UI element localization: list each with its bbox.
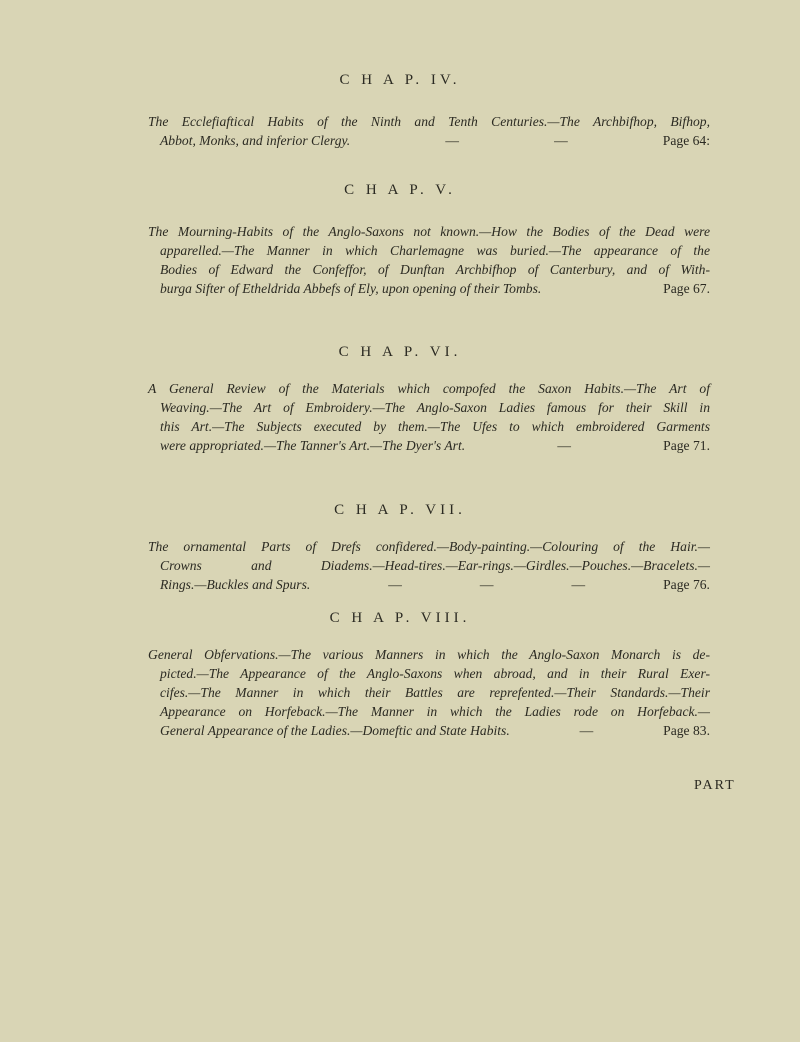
summary-line: apparelled.—The Manner in which Charlemagne was buried.—The appearance of the [160,243,710,258]
summary-line: cifes.—The Manner in which their Battles are reprefented.—Their Standards.—Their [160,685,710,700]
page-reference: Page 67. [663,281,710,296]
summary-text: burga Sifter of Etheldrida Abbefs of Ely, upon opening of their Tombs. [160,281,542,296]
summary-line: A General Review of the Materials which compofed the Saxon Habits.—The Art of [148,381,710,396]
summary-line: General Obfervations.—The various Manners in which the Anglo-Saxon Monarch is de- [148,647,710,662]
summary-line: The Mourning-Habits of the Anglo-Saxons not known.—How the Bodies of the Dead were [148,224,710,239]
summary-last-line [148,279,710,298]
dash-separator: — [479,577,494,592]
summary-text: were appropriated.—The Tanner's Art.—The Dyer's Art. [160,438,466,453]
chapter-summary [148,222,710,298]
page-reference: Page 76. [663,577,710,592]
catchword: PART [694,778,736,793]
summary-line: The Ecclefiaftical Habits of the Ninth and Tenth Centuries.—The Archbifhop, Bifhop, [148,114,710,129]
page-reference: Page 71. [663,438,710,453]
page-reference: Page 64: [662,133,710,148]
summary-line: picted.—The Appearance of the Anglo-Saxons when abroad, and in their Rural Exer- [160,666,710,681]
dash-separator: — [388,577,402,592]
chapter-heading: C H A P. VI. [338,344,462,360]
summary-line: Bodies of Edward the Confeffor, of Dunftan Archbifhop of Canterbury, and of With- [160,262,710,277]
chapter-heading: C H A P. VII. [334,502,466,518]
summary-text: Rings.—Buckles and Spurs. [160,577,311,592]
dash-separator: — [579,723,594,738]
dash-separator: — [557,438,571,453]
chapter-summary [148,537,710,594]
chapter-heading: C H A P. V. [344,182,456,198]
summary-line: Crowns and Diadems.—Head-tires.—Ear-rings.—Girdles.—Pouches.—Bracelets.— [160,558,710,573]
summary-last-line [148,721,710,740]
chapter-heading: C H A P. IV. [339,72,461,88]
chapter-summary [148,112,710,150]
summary-line: Weaving.—The Art of Embroidery.—The Anglo-Saxon Ladies famous for their Skill in [160,400,710,415]
summary-last-line [148,575,710,594]
summary-text: General Appearance of the Ladies.—Domeftic and State Habits. [160,723,510,738]
chapter-summary [148,645,710,740]
dash-separator: — [571,577,586,592]
chapter-summary [148,379,710,455]
dash-separator: — [554,133,568,148]
summary-last-line [148,436,710,455]
summary-line: Appearance on Horfeback.—The Manner in which the Ladies rode on Horfeback.— [160,704,710,719]
page-reference: Page 83. [663,723,710,738]
summary-text: Abbot, Monks, and inferior Clergy. [160,133,351,148]
summary-last-line [148,131,710,150]
summary-line: The ornamental Parts of Drefs confidered.—Body-painting.—Colouring of the Hair.— [148,539,710,554]
summary-line: this Art.—The Subjects executed by them.—The Ufes to which embroidered Garments [160,419,710,434]
chapter-heading: C H A P. VIII. [329,610,471,626]
dash-separator: — [445,133,459,148]
